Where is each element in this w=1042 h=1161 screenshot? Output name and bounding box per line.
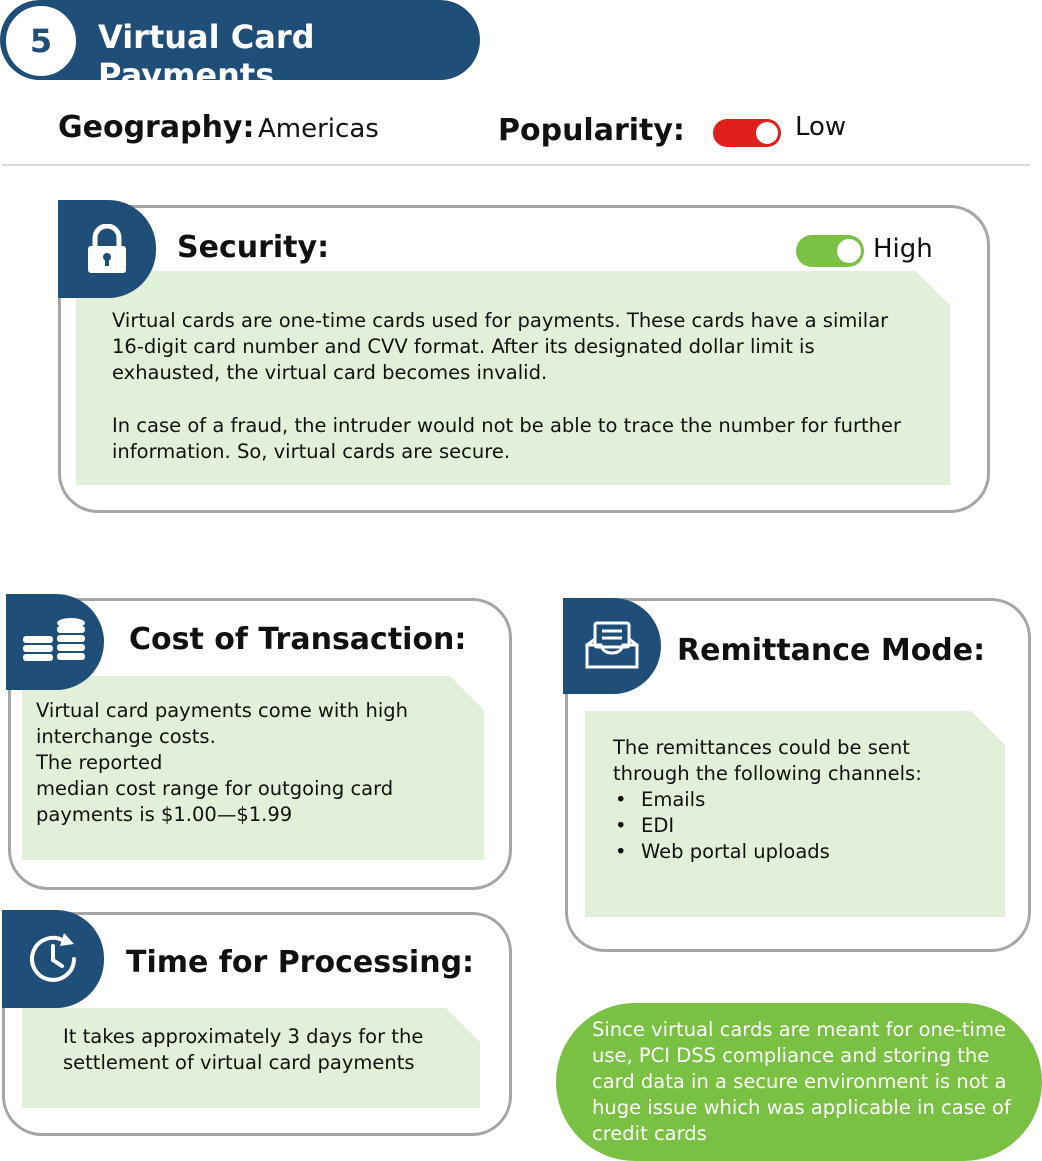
lock-icon xyxy=(85,224,129,274)
cost-icon-badge xyxy=(6,594,104,690)
list-item: • Web portal uploads xyxy=(613,839,973,865)
cost-line: median cost range for outgoing card xyxy=(36,777,394,800)
list-item: • EDI xyxy=(613,813,973,839)
title-banner xyxy=(0,0,480,94)
coins-stack-icon xyxy=(23,616,87,668)
security-icon-badge xyxy=(58,200,156,298)
popularity-label: Popularity: xyxy=(498,113,685,148)
list-item: • Emails xyxy=(613,787,973,813)
cost-line: The reported xyxy=(36,751,163,774)
security-title: Security: xyxy=(177,230,330,265)
processing-text: It takes approximately 3 days for the settlement of virtual card payments xyxy=(63,1025,424,1074)
processing-icon-badge xyxy=(2,910,104,1008)
geography-label: Geography: xyxy=(58,110,255,145)
toggle-knob xyxy=(837,239,861,263)
security-rating-toggle xyxy=(796,235,864,267)
section-number: 5 xyxy=(3,3,79,79)
inbox-tray-icon xyxy=(585,621,639,671)
remittance-intro: The remittances could be sent through the following channels: xyxy=(613,736,922,785)
cost-text xyxy=(36,698,466,828)
cost-line: interchange costs. xyxy=(36,725,216,748)
security-rating: High xyxy=(873,234,933,264)
processing-title: Time for Processing: xyxy=(126,945,475,980)
security-paragraph-1: Virtual cards are one-time cards used for payments. These cards have a similar 16-digit card number and CVV format. After its designated dollar limit is exhausted, the virtual card becomes invalid. xyxy=(112,309,889,384)
geography-value: Americas xyxy=(258,114,379,144)
popularity-value: Low xyxy=(795,112,847,142)
header-divider xyxy=(2,164,1030,166)
remittance-channel-list xyxy=(613,787,973,865)
cost-title: Cost of Transaction: xyxy=(129,622,467,657)
security-paragraph-2: In case of a fraud, the intruder would not be able to trace the number for further information. So, virtual cards are secure. xyxy=(112,414,901,463)
clock-arrow-icon xyxy=(24,930,82,988)
cost-line: Virtual card payments come with high xyxy=(36,699,408,722)
remittance-icon-badge xyxy=(563,598,661,694)
popularity-toggle xyxy=(713,119,781,147)
pci-callout-text: Since virtual cards are meant for one-time use, PCI DSS compliance and storing the card data in a secure environment is not a huge issue which was applicable in case of credit cards xyxy=(592,1018,1011,1145)
remittance-text xyxy=(613,735,973,865)
cost-line: payments is $1.00—$1.99 xyxy=(36,803,293,826)
pci-callout xyxy=(556,1003,1042,1161)
page-title: Virtual Card Payments xyxy=(98,18,315,94)
remittance-title: Remittance Mode: xyxy=(677,633,986,668)
toggle-knob xyxy=(756,122,778,144)
